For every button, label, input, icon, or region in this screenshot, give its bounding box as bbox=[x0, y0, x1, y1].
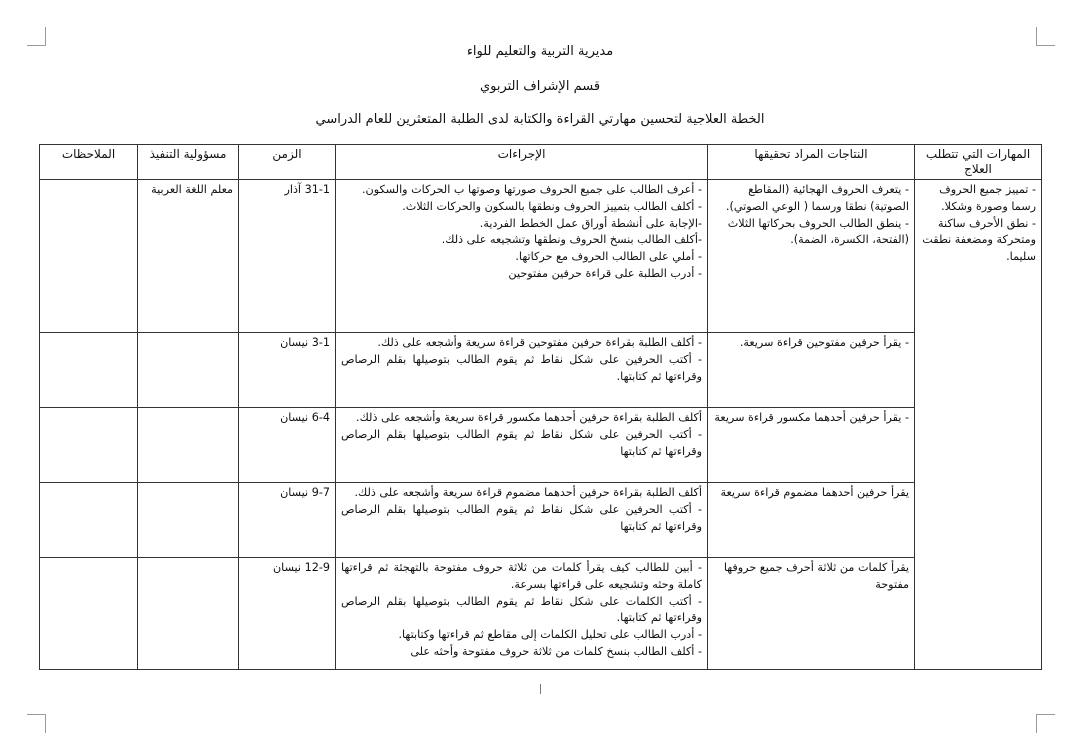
procedure-item: - أبين للطالب كيف يقرأ كلمات من ثلاثة حروف مفتوحة بالتهجئة ثم قراءتها كاملة وحثه وتشجيعه على قراءتها بسرعة. bbox=[341, 561, 702, 591]
table-row bbox=[40, 333, 1042, 408]
remedial-plan-table bbox=[39, 144, 1042, 670]
procedure-item: -الإجابة على أنشطة أوراق عمل الخطط الفردية. bbox=[479, 216, 702, 230]
skills-cell bbox=[915, 180, 1042, 670]
procedures-cell bbox=[336, 180, 708, 333]
header-outcomes: النتاجات المراد تحقيقها bbox=[708, 145, 915, 180]
table-row bbox=[40, 408, 1042, 483]
responsibility-cell-empty bbox=[138, 483, 239, 558]
header-skills: المهارات التي تتطلب العلاج bbox=[915, 145, 1042, 180]
time-cell: 9-7 نيسان bbox=[239, 483, 336, 558]
outcomes-cell bbox=[708, 558, 915, 670]
department-title: قسم الإشراف التربوي bbox=[479, 79, 601, 94]
procedures-cell bbox=[336, 558, 708, 670]
procedures-cell bbox=[336, 408, 708, 483]
plan-title: الخطة العلاجية لتحسين مهارتي القراءة والكتابة لدى الطلبة المتعثرين للعام الدراسي bbox=[315, 112, 765, 127]
table-row bbox=[40, 558, 1042, 670]
procedure-item: - أكتب الحرفين على شكل نقاط ثم يقوم الطالب بتوصيلها بقلم الرصاص وقراءتها ثم كتابتها. bbox=[341, 352, 702, 383]
responsibility-cell: معلم اللغة العربية bbox=[138, 180, 239, 333]
responsibility-cell-empty bbox=[138, 558, 239, 670]
procedure-item: - أملي على الطالب الحروف مع حركاتها. bbox=[515, 250, 702, 264]
time-cell: 6-4 نيسان bbox=[239, 408, 336, 483]
procedure-item: - أكتب الحرفين على شكل نقاط ثم يقوم الطالب بتوصيلها بقلم الرصاص وقراءتها ثم كتابتها bbox=[341, 427, 702, 458]
procedure-item: -أكلف الطالب بنسخ الحروف ونطقها وتشجيعه على ذلك. bbox=[441, 233, 702, 247]
notes-cell bbox=[40, 333, 138, 408]
skill-item: - نطق الأحرف ساكنة ومتحركة ومضعفة نطقت سليما. bbox=[922, 216, 1036, 264]
procedure-item: - أكتب الحرفين على شكل نقاط ثم يقوم الطالب بتوصيلها بقلم الرصاص وقراءتها ثم كتابتها bbox=[341, 502, 702, 533]
time-cell: 3-1 نيسان bbox=[239, 333, 336, 408]
procedures-cell bbox=[336, 483, 708, 558]
outcome-item: يقرأ حرفين أحدهما مضموم قراءة سريعة bbox=[720, 486, 909, 499]
responsibility-cell-empty bbox=[138, 408, 239, 483]
procedure-item: - أكتب الكلمات على شكل نقاط ثم يقوم الطالب بتوصيلها بقلم الرصاص وقراءتها ثم كتابتها. bbox=[341, 594, 702, 625]
skill-item: - تمييز جميع الحروف رسما وصورة وشكلا. bbox=[939, 183, 1036, 213]
notes-cell bbox=[40, 180, 138, 333]
procedure-item: أكلف الطلبة بقراءة حرفين أحدهما مكسور قراءة سريعة وأشجعه على ذلك. bbox=[356, 411, 702, 424]
notes-cell bbox=[40, 408, 138, 483]
procedure-item: - أدرب الطالب على تحليل الكلمات إلى مقاطع ثم قراءتها وكتابتها. bbox=[398, 628, 702, 642]
header-responsibility: مسؤولية التنفيذ bbox=[138, 145, 239, 180]
table-header-row bbox=[40, 145, 1042, 180]
responsibility-cell-empty bbox=[138, 333, 239, 408]
notes-cell bbox=[40, 483, 138, 558]
outcomes-cell bbox=[708, 180, 915, 333]
procedure-item: - أكلف الطالب بنسخ كلمات من ثلاثة حروف مفتوحة وأحثه على bbox=[410, 644, 702, 658]
outcome-item: - يقرأ حرفين أحدهما مكسور قراءة سريعة bbox=[714, 411, 909, 424]
notes-cell bbox=[40, 558, 138, 670]
procedure-item: - أكلف الطلبة بقراءة حرفين مفتوحين قراءة سريعة وأشجعه على ذلك. bbox=[377, 336, 702, 349]
procedure-item: - أدرب الطلبة على قراءة حرفين مفتوحين bbox=[508, 266, 702, 280]
outcome-item: - ينطق الطالب الحروف بحركاتها الثلاث (الفتحة، الكسرة، الضمة). bbox=[727, 216, 909, 247]
table-row bbox=[40, 483, 1042, 558]
table-row bbox=[40, 180, 1042, 333]
page-corner-mark-bottom-right bbox=[1036, 714, 1055, 733]
procedure-item: أكلف الطلبة بقراءة حرفين أحدهما مضموم قراءة سريعة وأشجعه على ذلك. bbox=[354, 486, 702, 499]
directorate-title: مديرية التربية والتعليم للواء bbox=[466, 44, 614, 59]
outcome-item: - يقرأ حرفين مفتوحين قراءة سريعة. bbox=[739, 336, 909, 349]
header-procedures: الإجراءات bbox=[336, 145, 708, 180]
time-cell: 12-9 نيسان bbox=[239, 558, 336, 670]
header-notes: الملاحظات bbox=[40, 145, 138, 180]
procedure-item: - أعرف الطالب على جميع الحروف صورتها وصوتها ب الحركات والسكون. bbox=[361, 183, 702, 196]
outcomes-cell bbox=[708, 333, 915, 408]
outcomes-cell bbox=[708, 408, 915, 483]
text-cursor bbox=[540, 684, 541, 694]
header-time: الزمن bbox=[239, 145, 336, 180]
outcomes-cell bbox=[708, 483, 915, 558]
outcome-item: - يتعرف الحروف الهجائية (المقاطع الصوتية) نطقا ورسما ( الوعي الصوتي). bbox=[725, 183, 909, 213]
time-cell: 31-1 آذار bbox=[239, 180, 336, 333]
outcome-item: يقرأ كلمات من ثلاثة أحرف جميع حروفها مفتوحة bbox=[723, 561, 909, 591]
procedure-item: - أكلف الطالب بتمييز الحروف ونطقها بالسكون والحركات الثلاث. bbox=[402, 199, 702, 213]
procedures-cell bbox=[336, 333, 708, 408]
page-corner-mark-bottom-left bbox=[27, 714, 46, 733]
